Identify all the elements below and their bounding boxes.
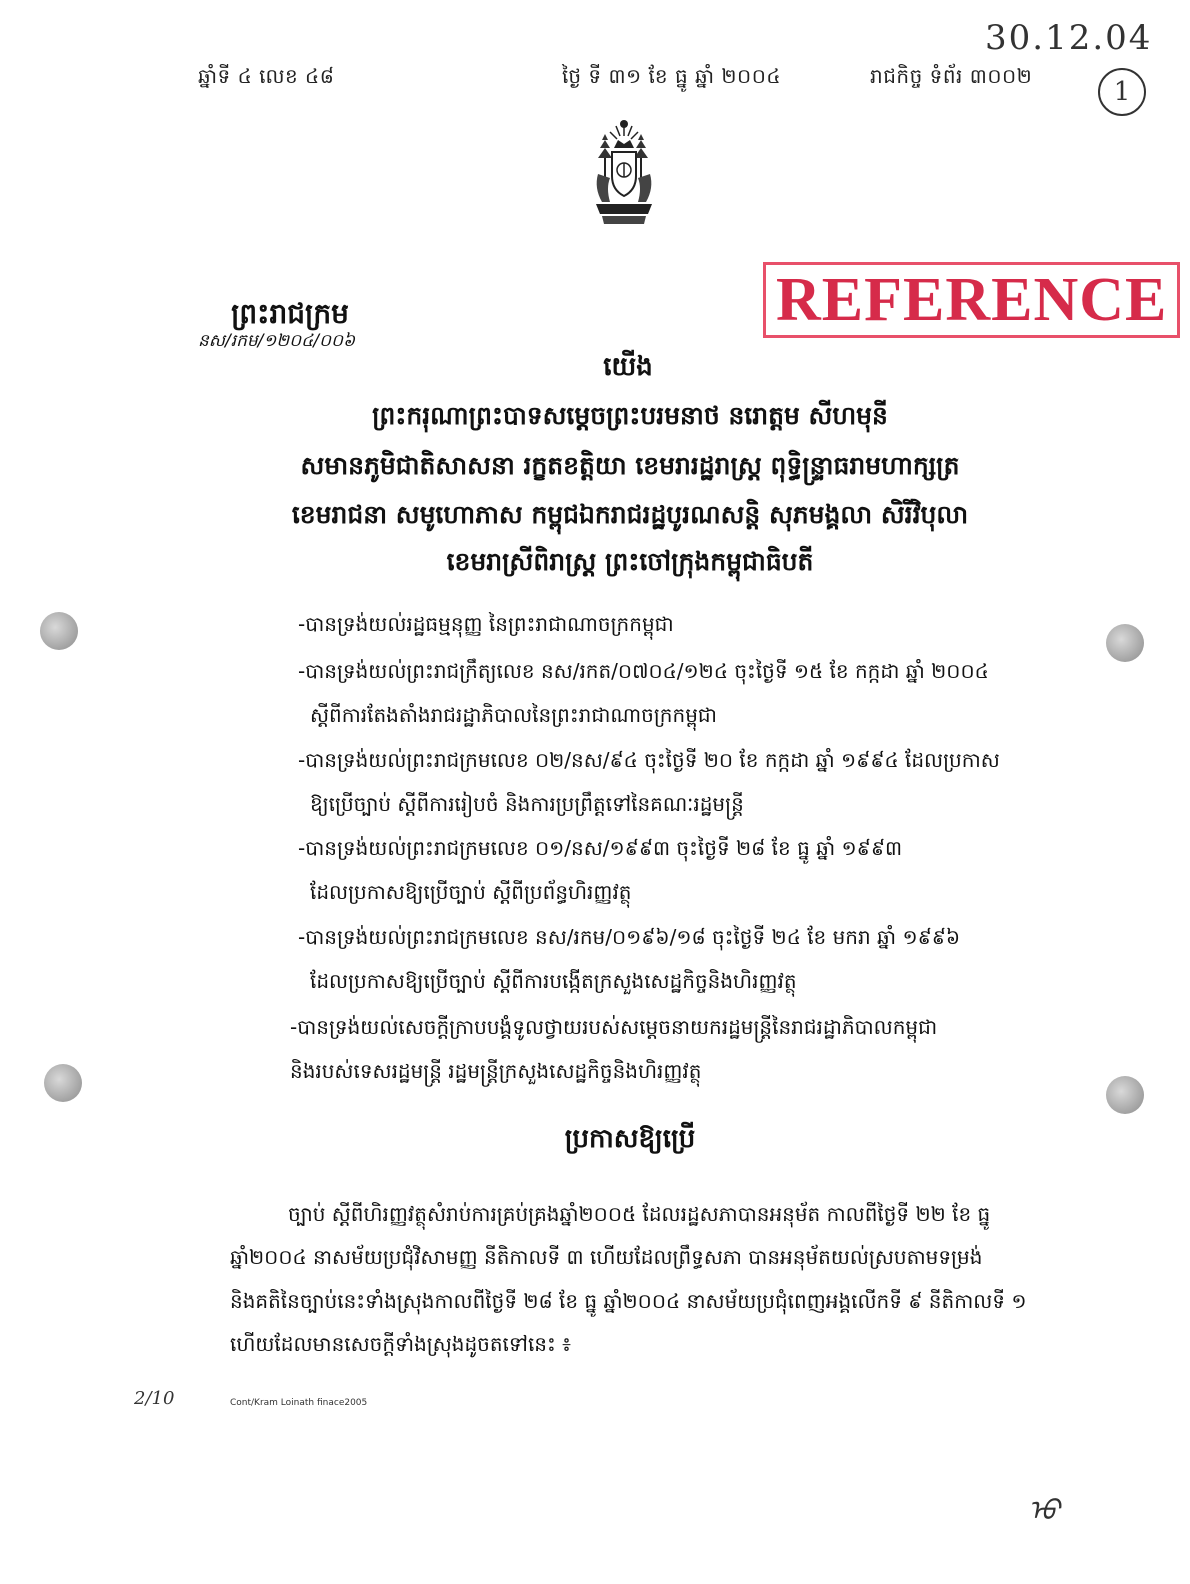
decree-we: យើង [603, 352, 653, 382]
royal-title-line-3: ខេមរាជនា សមូហោភាស កម្ពុជឯករាជរដ្ឋបូរណសន្តិ សុភមង្គលា សិរីវិបុលា [291, 500, 969, 529]
promulgation-heading: ប្រកាសឱ្យប្រើ [564, 1124, 696, 1154]
decree-title: ព្រះរាជក្រម [231, 297, 349, 330]
royal-title-line-2: សមានភូមិជាតិសាសនា រក្ខតខត្តិយា ខេមរារដ្ឋរាស្ត្រ ពុទ្ធិន្ទ្រាធរាមហាក្សត្រ [300, 451, 960, 480]
gazette-page: រាជកិច្ច ទំព័រ ៣០០២ [870, 64, 1033, 88]
punch-hole-left-bottom [44, 1064, 82, 1102]
page-fraction: 2/10 [134, 1388, 175, 1409]
consideration-line-8: -បានទ្រង់យល់ព្រះរាជក្រមលេខ នស/រកម/០១៩៦/១៨ ចុះថ្ងៃទី ២៤ ខែ មករា ឆ្នាំ ១៩៩៦ [298, 925, 961, 949]
consideration-line-4: -បានទ្រង់យល់ព្រះរាជក្រមលេខ ០២/នស/៩៤ ចុះថ្ងៃទី ២០ ខែ កក្កដា ឆ្នាំ ១៩៩៤ ដែលប្រកាស [298, 748, 1000, 772]
body-line-2: ឆ្នាំ២០០៤ នាសម័យប្រជុំវិសាមញ្ញ នីតិកាលទី ៣ ហើយដែលព្រឹទ្ធសភា បានអនុម័តយល់ស្របតាមទម្រង់ [230, 1245, 983, 1269]
body-line-4: ហើយដែលមានសេចក្តីទាំងស្រុងដូចតទៅនេះ ៖ [230, 1332, 571, 1356]
file-name: Cont/Kram Loinath finace2005 [230, 1398, 368, 1408]
gazette-issue: ឆ្នាំទី ៤ លេខ ៤៨ [198, 64, 335, 88]
consideration-line-11: និងរបស់ទេសរដ្ឋមន្ត្រី រដ្ឋមន្ត្រីក្រសួងសេដ្ឋកិច្ចនិងហិរញ្ញវត្ថុ [290, 1059, 702, 1083]
reference-stamp: REFERENCE [763, 262, 1180, 338]
royal-title-line-1: ព្រះករុណាព្រះបាទសម្តេចព្រះបរមនាថ នរោត្តម សីហមុនី [372, 401, 888, 430]
decree-number: នស/រកម/១២០៤/០០៦ [198, 331, 356, 351]
punch-hole-left-top [40, 612, 78, 650]
punch-hole-right-top [1106, 624, 1144, 662]
consideration-line-5: ឱ្យប្រើច្បាប់ ស្តីពីការរៀបចំ និងការប្រព្រឹត្តទៅនៃគណៈរដ្ឋមន្ត្រី [310, 792, 744, 816]
body-line-1: ច្បាប់ ស្តីពីហិរញ្ញវត្ថុសំរាប់ការគ្រប់គ្រងឆ្នាំ២០០៥ ដែលរដ្ឋសភាបានអនុម័ត កាលពីថ្ងៃទី ២២ ខែ ធ្នូ [288, 1202, 991, 1226]
consideration-line-10: -បានទ្រង់យល់សេចក្តីក្រាបបង្គំទូលថ្វាយរបស់សម្តេចនាយករដ្ឋមន្ត្រីនៃរាជរដ្ឋាភិបាលកម្ពុជា [290, 1015, 938, 1039]
consideration-line-9: ដែលប្រកាសឱ្យប្រើច្បាប់ ស្តីពីការបង្កើតក្រសួងសេដ្ឋកិច្ចនិងហិរញ្ញវត្ថុ [310, 969, 797, 993]
handwritten-page-number: 1 [1098, 68, 1146, 116]
gazette-date: ថ្ងៃ ទី ៣១ ខែ ធ្នូ ឆ្នាំ ២០០៤ [562, 64, 782, 88]
punch-hole-right-bottom [1106, 1076, 1144, 1114]
handwritten-initials: ᡉ [1028, 1494, 1060, 1527]
royal-coat-of-arms-icon [588, 118, 660, 230]
royal-title-line-4: ខេមរាស្រីពិរាស្ត្រ ព្រះចៅក្រុងកម្ពុជាធិបតី [446, 547, 814, 576]
consideration-line-2: -បានទ្រង់យល់ព្រះរាជក្រឹត្យលេខ នស/រកត/០៧០៤/១២៤ ចុះថ្ងៃទី ១៥ ខែ កក្កដា ឆ្នាំ ២០០៤ [298, 659, 989, 683]
consideration-line-7: ដែលប្រកាសឱ្យប្រើច្បាប់ ស្តីពីប្រព័ន្ធហិរញ្ញវត្ថុ [310, 880, 632, 904]
consideration-line-3: ស្តីពីការតែងតាំងរាជរដ្ឋាភិបាលនៃព្រះរាជាណាចក្រកម្ពុជា [310, 703, 717, 727]
body-line-3: និងគតិនៃច្បាប់នេះទាំងស្រុងកាលពីថ្ងៃទី ២៨ ខែ ធ្នូ ឆ្នាំ២០០៤ នាសម័យប្រជុំពេញអង្គលើកទី ៩ នីតិកាលទី ១ [230, 1289, 1027, 1313]
consideration-line-6: -បានទ្រង់យល់ព្រះរាជក្រមលេខ ០១/នស/១៩៩៣ ចុះថ្ងៃទី ២៨ ខែ ធ្នូ ឆ្នាំ ១៩៩៣ [298, 836, 903, 860]
consideration-line-1: -បានទ្រង់យល់រដ្ឋធម្មនុញ្ញ នៃព្រះរាជាណាចក្រកម្ពុជា [298, 612, 674, 636]
handwritten-date: 30.12.04 [985, 18, 1153, 58]
